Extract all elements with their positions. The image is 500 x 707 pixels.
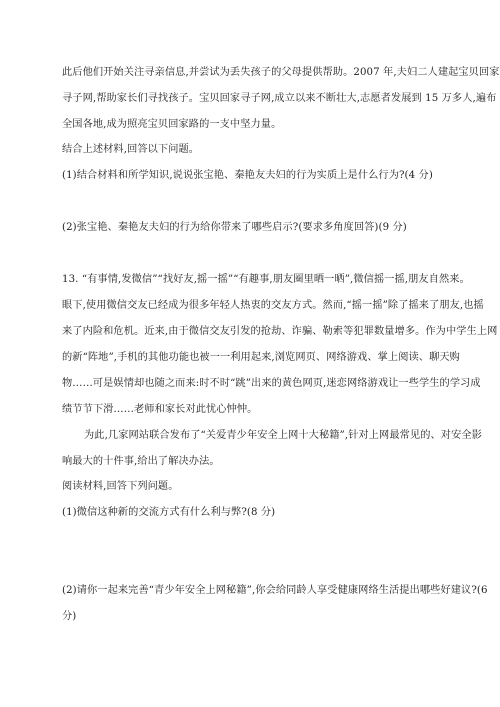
question-13-line: 13. “有事情,发微信”“找好友,摇一摇”“有趣事,朋友圈里晒一晒”,微信摇一摇,朋友自然来。 <box>62 274 470 285</box>
question-13-1: (1)微信这种新的交流方式有什么利与弊?(8 分) <box>62 507 276 518</box>
passage-line: 此后他们开始关注寻亲信息,并尝试为丢失孩子的父母提供帮助。2007 年,夫妇二人建起宝贝回家 <box>62 67 500 78</box>
question-13-paragraph-line: 为此,几家网站联合发布了“关爱青少年安全上网十大秘籍”,针对上网最常见的、对安全影 <box>84 430 482 441</box>
passage-line: 全国各地,成为照亮宝贝回家路的一支中坚力量。 <box>62 119 282 130</box>
question-13-line: 绩节节下滑……老师和家长对此忧心忡忡。 <box>62 404 258 415</box>
question-13-2-line: (2)请你一起来完善“青少年安全上网秘籍”,你会给同龄人享受健康网络生活提出哪些好建议?(6 <box>62 585 488 596</box>
passage-line: 寻子网,帮助家长们寻找孩子。宝贝回家寻子网,成立以来不断壮大,志愿者发展到 15 万多人,遍布 <box>62 93 497 104</box>
question-12-2: (2)张宝艳、秦艳友夫妇的行为给你带来了哪些启示?(要求多角度回答)(9 分) <box>62 222 407 233</box>
question-13-paragraph-line: 响最大的十件事,给出了解决办法。 <box>62 456 220 467</box>
question-13-line: 眼下,使用微信交友已经成为很多年轻人热衷的交友方式。然而,“摇一摇”除了摇来了朋友,也摇 <box>62 300 484 311</box>
instruction-text: 结合上述材料,回答以下问题。 <box>62 144 200 155</box>
question-13-line: 来了内险和危机。近来,由于微信交友引发的抢劫、诈骗、勒索等犯罪数量增多。作为中学生上网 <box>62 326 498 337</box>
question-13-2-line: 分) <box>62 611 77 622</box>
question-13-line: 的新“阵地”,手机的其他功能也被一一利用起来,浏览网页、网络游戏、掌上阅读、聊天购 <box>62 352 460 363</box>
question-12-1: (1)结合材料和所学知识,说说张宝艳、秦艳友夫妇的行为实质上是什么行为?(4 分) <box>62 170 433 181</box>
question-13-line: 物……可是娱情却也随之而来:时不时“跳”出来的黄色网页,迷恋网络游戏让一些学生的学习成 <box>62 378 481 389</box>
instruction-text: 阅读材料,回答下列问题。 <box>62 481 179 492</box>
